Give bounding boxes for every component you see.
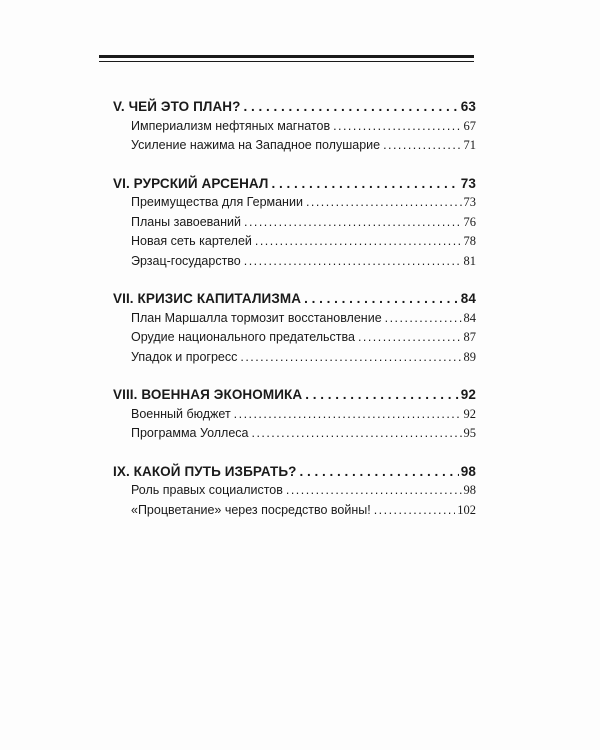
dot-leader xyxy=(244,97,459,117)
subsection-title: Роль правых социалистов xyxy=(131,483,283,497)
toc-subsection-entry xyxy=(113,232,476,252)
subsection-page-number: 102 xyxy=(457,502,476,517)
subsection-page-number: 73 xyxy=(463,195,476,209)
toc-chapter-entry xyxy=(113,462,476,482)
toc-subsection-entry xyxy=(113,424,476,444)
subsection-page-number: 84 xyxy=(463,310,476,325)
subsection-title: Планы завоеваний xyxy=(131,214,241,229)
chapter-page-number: 92 xyxy=(460,387,476,402)
dot-leader xyxy=(234,405,462,425)
dot-leader xyxy=(304,289,459,309)
subsection-title: Орудие национального предательства xyxy=(131,330,355,344)
subsection-page-number: 71 xyxy=(463,138,476,152)
subsection-title: Усиление нажима на Западное полушарие xyxy=(131,138,381,152)
toc-subsection-entry xyxy=(113,481,476,501)
dot-leader xyxy=(286,481,462,501)
toc-chapter-entry xyxy=(113,385,476,405)
toc-chapter-entry xyxy=(113,97,476,117)
dot-leader xyxy=(244,213,462,233)
toc-subsection-entry xyxy=(113,136,476,156)
chapter-page-number: 73 xyxy=(460,175,476,191)
subsection-title: Эрзац-государство xyxy=(131,253,241,268)
dot-leader xyxy=(333,117,461,137)
dot-leader xyxy=(252,424,462,444)
toc-chapter-entry xyxy=(113,174,476,194)
toc-section xyxy=(113,462,476,521)
dot-leader xyxy=(244,252,462,272)
toc-chapter-entry xyxy=(113,289,476,309)
subsection-title: Империализм нефтяных магнатов xyxy=(131,118,331,133)
dot-leader xyxy=(306,193,462,213)
chapter-page-number: 63 xyxy=(460,99,476,114)
dot-leader xyxy=(358,328,462,348)
subsection-page-number: 95 xyxy=(463,426,476,440)
subsection-page-number: 67 xyxy=(463,118,476,133)
dot-leader xyxy=(272,174,459,194)
toc-section xyxy=(113,385,476,444)
subsection-page-number: 76 xyxy=(463,214,476,229)
toc-subsection-entry xyxy=(113,252,476,272)
subsection-page-number: 92 xyxy=(463,406,476,421)
subsection-page-number: 81 xyxy=(463,253,476,268)
toc-section xyxy=(113,289,476,367)
subsection-page-number: 78 xyxy=(463,234,476,248)
dot-leader xyxy=(240,348,461,368)
subsection-title: «Процветание» через посредство войны! xyxy=(131,502,371,517)
dot-leader xyxy=(385,309,462,329)
header-rule-thick xyxy=(99,55,474,58)
toc-subsection-entry xyxy=(113,117,476,137)
chapter-title: VII. КРИЗИС КАПИТАЛИЗМА xyxy=(113,291,302,306)
chapter-page-number: 98 xyxy=(460,463,476,479)
subsection-page-number: 87 xyxy=(463,330,476,344)
chapter-page-number: 84 xyxy=(460,291,476,306)
dot-leader xyxy=(383,136,461,156)
toc-subsection-entry xyxy=(113,348,476,368)
subsection-page-number: 89 xyxy=(463,349,476,364)
subsection-title: Преимущества для Германии xyxy=(131,195,303,209)
dot-leader xyxy=(300,462,459,482)
toc-subsection-entry xyxy=(113,309,476,329)
toc-section xyxy=(113,174,476,272)
subsection-title: Военный бюджет xyxy=(131,406,231,421)
dot-leader xyxy=(374,501,456,521)
subsection-title: Новая сеть картелей xyxy=(131,234,252,248)
toc-subsection-entry xyxy=(113,193,476,213)
subsection-title: Упадок и прогресс xyxy=(131,349,238,364)
toc-subsection-entry xyxy=(113,501,476,521)
toc-subsection-entry xyxy=(113,328,476,348)
subsection-title: Программа Уоллеса xyxy=(131,426,249,440)
chapter-title: IX. КАКОЙ ПУТЬ ИЗБРАТЬ? xyxy=(113,463,297,479)
dot-leader xyxy=(305,385,459,405)
dot-leader xyxy=(255,232,462,252)
subsection-title: План Маршалла тормозит восстановление xyxy=(131,310,382,325)
toc-section xyxy=(113,97,476,156)
table-of-contents xyxy=(113,97,476,538)
toc-subsection-entry xyxy=(113,405,476,425)
toc-subsection-entry xyxy=(113,213,476,233)
chapter-title: VI. РУРСКИЙ АРСЕНАЛ xyxy=(113,175,269,191)
chapter-title: V. ЧЕЙ ЭТО ПЛАН? xyxy=(113,99,241,114)
subsection-page-number: 98 xyxy=(463,483,476,497)
chapter-title: VIII. ВОЕННАЯ ЭКОНОМИКА xyxy=(113,387,303,402)
header-rule-thin xyxy=(99,61,474,62)
